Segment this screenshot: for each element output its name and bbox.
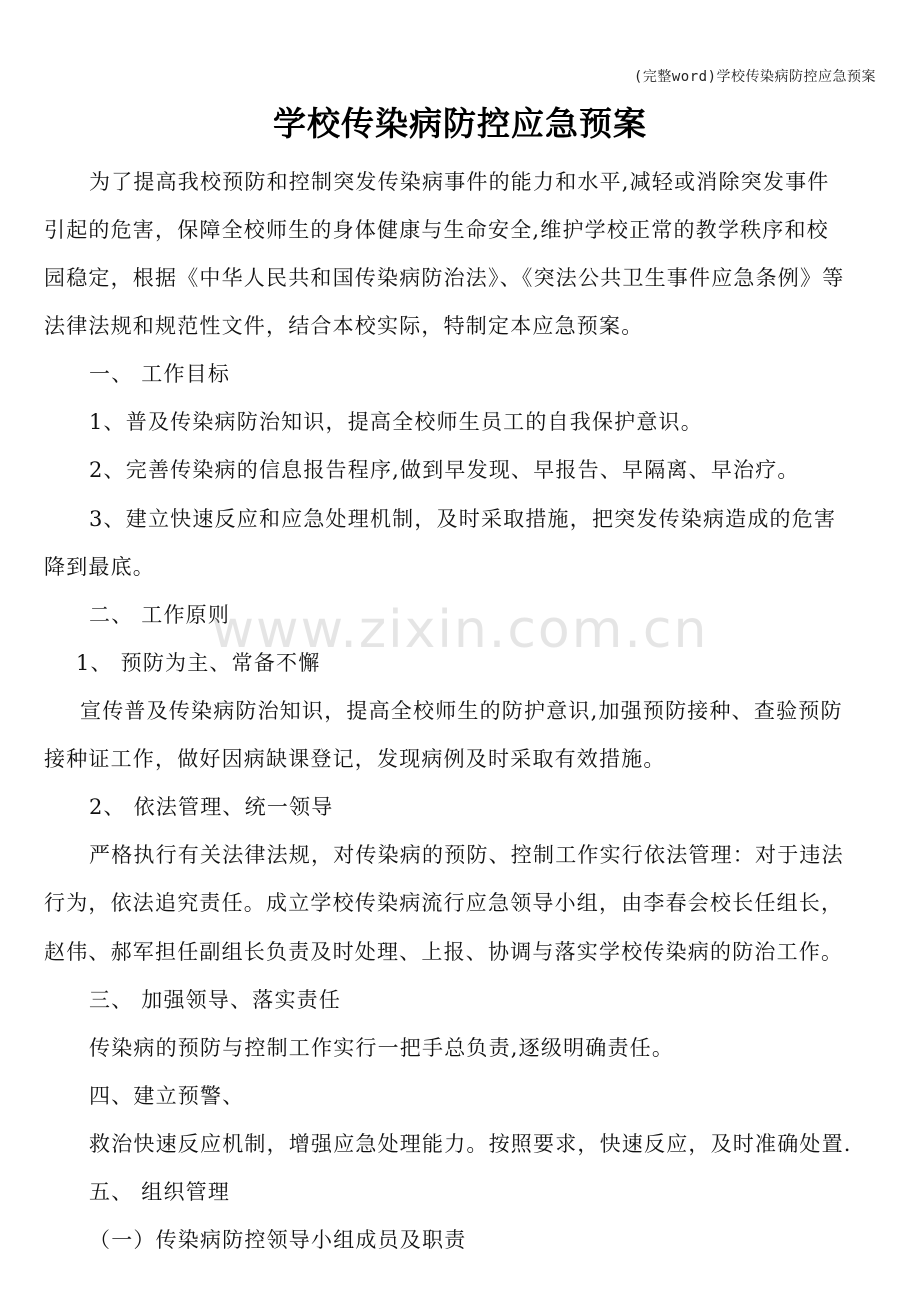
watermark: www.zixin.com.cn	[211, 600, 709, 660]
section-2-sub-1-heading: 1、 预防为主、常备不懈	[76, 651, 321, 675]
section-2-sub-1-body-1: 宣传普及传染病防治知识，提高全校师生的防护意识,加强预防接种、查验预防	[80, 699, 843, 723]
section-1-item-3: 3、建立快速反应和应急处理机制，及时采取措施，把突发传染病造成的危害	[89, 507, 837, 531]
intro-line-1: 为了提高我校预防和控制突发传染病事件的能力和水平,减轻或消除突发事件	[89, 170, 830, 194]
section-1-item-2: 2、完善传染病的信息报告程序,做到早发现、早报告、早隔离、早治疗。	[89, 458, 800, 482]
section-2-sub-1-body-2: 接种证工作，做好因病缺课登记，发现病例及时采取有效措施。	[44, 747, 666, 771]
section-5-heading: 五、 组织管理	[89, 1180, 231, 1204]
running-header: (完整word)学校传染病防控应急预案	[633, 69, 876, 85]
section-3-heading: 三、 加强领导、落实责任	[89, 988, 342, 1012]
section-5-sub-1-heading: （一）传染病防控领导小组成员及职责	[89, 1228, 467, 1252]
section-4-heading: 四、建立预警、	[89, 1084, 245, 1108]
section-2-sub-2-body-2: 行为，依法追究责任。成立学校传染病流行应急领导小组，由李春会校长任组长，	[44, 891, 844, 915]
intro-line-2: 引起的危害，保障全校师生的身体健康与生命安全,维护学校正常的教学秩序和校	[44, 218, 829, 242]
section-3-body: 传染病的预防与控制工作实行一把手总负责,逐级明确责任。	[89, 1036, 675, 1060]
section-2-sub-2-body-1: 严格执行有关法律法规，对传染病的预防、控制工作实行依法管理：对于违法	[89, 843, 844, 867]
intro-line-4: 法律法规和规范性文件，结合本校实际，特制定本应急预案。	[44, 314, 644, 338]
section-4-body: 救治快速反应机制，增强应急处理能力。按照要求，快速反应，及时准确处置.	[89, 1132, 852, 1156]
section-1-heading: 一、 工作目标	[89, 362, 231, 386]
section-1-item-1: 1、普及传染病防治知识，提高全校师生员工的自我保护意识。	[89, 410, 703, 434]
section-2-sub-2-heading: 2、 依法管理、统一领导	[89, 795, 334, 819]
section-2-heading: 二、 工作原则	[89, 603, 231, 627]
intro-line-3: 园稳定，根据《中华人民共和国传染病防治法》、《突法公共卫生事件应急条例》等	[44, 266, 845, 290]
document-title: 学校传染病防控应急预案	[273, 104, 647, 143]
section-1-item-3-cont: 降到最底。	[44, 555, 155, 579]
section-2-sub-2-body-3: 赵伟、郝军担任副组长负责及时处理、上报、协调与落实学校传染病的防治工作。	[44, 940, 844, 964]
